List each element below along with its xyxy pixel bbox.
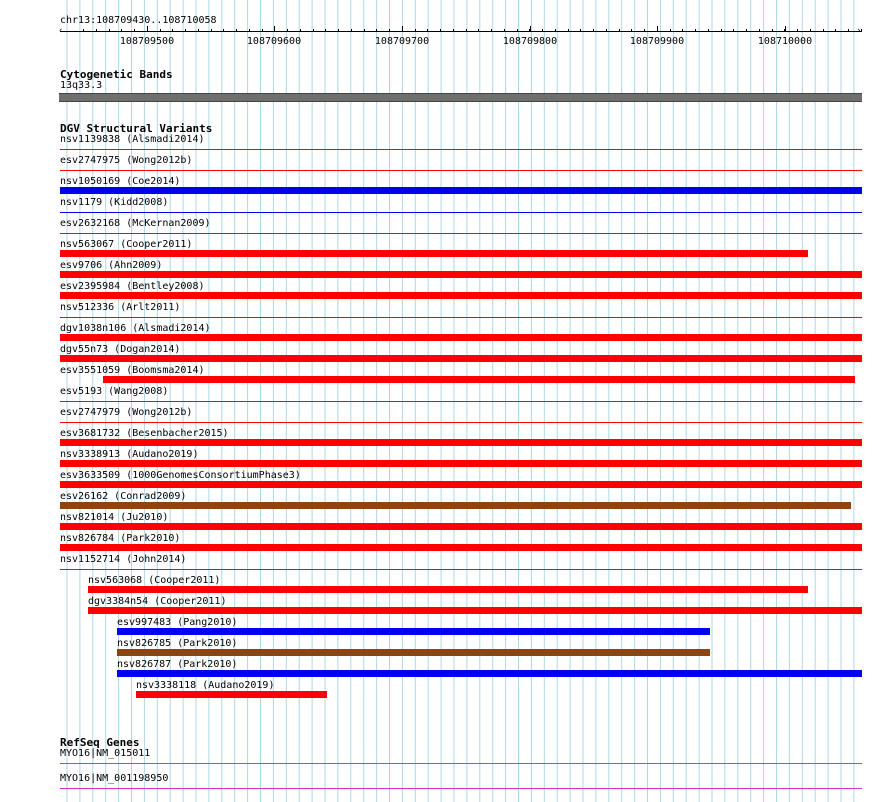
ruler-minor-tick (440, 29, 441, 32)
ruler-minor-tick (657, 29, 658, 32)
dgv-feature-bar[interactable] (60, 149, 862, 150)
refseq-intron-line[interactable] (60, 763, 862, 764)
dgv-feature-label: nsv512336 (Arlt2011) (60, 302, 181, 313)
ruler-minor-tick (172, 29, 173, 32)
ruler-minor-tick (109, 29, 110, 32)
ruler-minor-tick (478, 29, 479, 32)
ruler-minor-tick (121, 29, 122, 32)
ruler-minor-tick (721, 29, 722, 32)
ruler-line (60, 31, 862, 32)
dgv-feature-bar[interactable] (60, 502, 851, 509)
ruler-minor-tick (325, 29, 326, 32)
dgv-feature-bar[interactable] (117, 670, 862, 677)
dgv-feature-label: nsv1139838 (Alsmadi2014) (60, 134, 205, 145)
ruler-minor-tick (772, 29, 773, 32)
ruler-minor-tick (274, 29, 275, 32)
dgv-feature-bar[interactable] (60, 250, 808, 257)
ruler-tick-label: 108709900 (629, 36, 685, 47)
ruler-minor-tick (147, 29, 148, 32)
dgv-feature-bar[interactable] (88, 586, 808, 593)
dgv-feature-label: dgv1038n106 (Alsmadi2014) (60, 323, 211, 334)
ruler-minor-tick (402, 29, 403, 32)
dgv-feature-label: esv5193 (Wang2008) (60, 386, 169, 397)
ruler-minor-tick (364, 29, 365, 32)
dgv-feature-label: nsv1179 (Kidd2008) (60, 197, 169, 208)
dgv-feature-bar[interactable] (60, 170, 862, 171)
ruler-minor-tick (415, 29, 416, 32)
dgv-feature-bar[interactable] (60, 481, 862, 488)
dgv-feature-bar[interactable] (60, 334, 862, 341)
ruler-minor-tick (631, 29, 632, 32)
dgv-feature-label: dgv3384n54 (Cooper2011) (88, 596, 227, 607)
ruler-minor-tick (695, 29, 696, 32)
ruler-minor-tick (823, 29, 824, 32)
dgv-feature-bar[interactable] (117, 649, 710, 656)
ruler-minor-tick (784, 29, 785, 32)
ruler-minor-tick (453, 29, 454, 32)
location-label: chr13:108709430..108710058 (60, 15, 217, 26)
ruler-minor-tick (83, 29, 84, 32)
dgv-feature-bar[interactable] (60, 523, 862, 530)
dgv-feature-label: dgv55n73 (Dogan2014) (60, 344, 181, 355)
ruler-minor-tick (644, 29, 645, 32)
ruler-minor-tick (134, 29, 135, 32)
ruler-tick-label: 108710000 (757, 36, 813, 47)
ruler-minor-tick (249, 29, 250, 32)
ruler-minor-tick (300, 29, 301, 32)
ruler-minor-tick (338, 29, 339, 32)
dgv-feature-label: nsv826787 (Park2010) (117, 659, 238, 670)
ruler-minor-tick (529, 29, 530, 32)
ruler-minor-tick (466, 29, 467, 32)
ruler-minor-tick (491, 29, 492, 32)
ruler-minor-tick (810, 29, 811, 32)
ruler-minor-tick (580, 29, 581, 32)
dgv-feature-bar[interactable] (60, 569, 862, 570)
ruler-tick-label: 108709500 (119, 36, 175, 47)
ruler-minor-tick (733, 29, 734, 32)
ruler-minor-tick (835, 29, 836, 32)
dgv-feature-bar[interactable] (60, 271, 862, 278)
dgv-feature-label: esv2395984 (Bentley2008) (60, 281, 205, 292)
dgv-feature-bar[interactable] (60, 355, 862, 362)
dgv-feature-label: esv3681732 (Besenbacher2015) (60, 428, 229, 439)
dgv-feature-bar[interactable] (88, 607, 862, 614)
ruler-minor-tick (313, 29, 314, 32)
ruler-minor-tick (389, 29, 390, 32)
dgv-feature-label: esv26162 (Conrad2009) (60, 491, 187, 502)
ruler-minor-tick (759, 29, 760, 32)
ruler-minor-tick (185, 29, 186, 32)
dgv-feature-bar[interactable] (60, 233, 862, 234)
refseq-intron-line[interactable] (60, 788, 862, 789)
dgv-feature-bar[interactable] (60, 292, 862, 299)
dgv-feature-label: esv3551059 (Boomsma2014) (60, 365, 205, 376)
ruler-right-arrow-icon: › (856, 26, 862, 36)
refseq-transcript-label: MYO16|NM_001198950 (60, 773, 169, 784)
ruler-minor-tick (555, 29, 556, 32)
ruler-minor-tick (682, 29, 683, 32)
ruler-minor-tick (542, 29, 543, 32)
dgv-feature-label: nsv563067 (Cooper2011) (60, 239, 193, 250)
ruler-minor-tick (848, 29, 849, 32)
dgv-feature-label: esv2747975 (Wong2012b) (60, 155, 193, 166)
dgv-feature-label: nsv3338118 (Audano2019) (136, 680, 275, 691)
dgv-feature-label: nsv3338913 (Audano2019) (60, 449, 199, 460)
dgv-feature-bar[interactable] (60, 439, 862, 446)
cytoband-bar[interactable] (59, 93, 862, 102)
ruler-minor-tick (198, 29, 199, 32)
ruler-minor-tick (708, 29, 709, 32)
ruler-major-tick (785, 26, 786, 32)
dgv-feature-bar[interactable] (60, 212, 862, 213)
dgv-feature-bar[interactable] (117, 628, 710, 635)
ruler-minor-tick (211, 29, 212, 32)
ruler-minor-tick (861, 29, 862, 32)
ruler-minor-tick (619, 29, 620, 32)
dgv-feature-label: nsv1152714 (John2014) (60, 554, 187, 565)
cytoband-label: 13q33.3 (60, 80, 103, 91)
ruler-minor-tick (427, 29, 428, 32)
dgv-feature-label: esv9706 (Ahn2009) (60, 260, 163, 271)
ruler-minor-tick (606, 29, 607, 32)
refseq-track-title: RefSeq Genes (60, 736, 140, 749)
dgv-feature-label: esv2632168 (McKernan2009) (60, 218, 211, 229)
ruler-minor-tick (797, 29, 798, 32)
dgv-feature-bar[interactable] (60, 317, 862, 318)
dgv-feature-bar[interactable] (136, 691, 327, 698)
ruler-minor-tick (746, 29, 747, 32)
ruler-minor-tick (287, 29, 288, 32)
ruler-minor-tick (376, 29, 377, 32)
ruler-tick-label: 108709600 (246, 36, 302, 47)
ruler-minor-tick (236, 29, 237, 32)
ruler-minor-tick (351, 29, 352, 32)
ruler-minor-tick (568, 29, 569, 32)
ruler-tick-label: 108709800 (502, 36, 558, 47)
dgv-feature-label: nsv821014 (Ju2010) (60, 512, 169, 523)
dgv-track-title: DGV Structural Variants (60, 122, 213, 135)
dgv-feature-bar[interactable] (60, 401, 862, 402)
dgv-feature-label: esv3633509 (1000GenomesConsortiumPhase3) (60, 470, 301, 481)
dgv-feature-bar[interactable] (60, 187, 862, 194)
ruler-major-tick (530, 26, 531, 32)
dgv-feature-label: nsv826785 (Park2010) (117, 638, 238, 649)
dgv-feature-bar[interactable] (60, 460, 862, 467)
ruler-minor-tick (262, 29, 263, 32)
ruler-minor-tick (670, 29, 671, 32)
dgv-feature-bar[interactable] (103, 376, 855, 383)
dgv-feature-label: nsv826784 (Park2010) (60, 533, 181, 544)
ruler-left-arrow-icon: ‹ (58, 26, 64, 36)
dgv-feature-label: nsv563068 (Cooper2011) (88, 575, 221, 586)
dgv-feature-bar[interactable] (60, 422, 862, 423)
ruler-minor-tick (504, 29, 505, 32)
ruler-minor-tick (517, 29, 518, 32)
cytoband-track-title: Cytogenetic Bands (60, 68, 173, 81)
ruler-minor-tick (593, 29, 594, 32)
ruler-tick-label: 108709700 (374, 36, 430, 47)
refseq-transcript-label: MYO16|NM_015011 (60, 748, 151, 759)
dgv-feature-label: esv997483 (Pang2010) (117, 617, 238, 628)
dgv-feature-label: nsv1050169 (Coe2014) (60, 176, 181, 187)
ruler-minor-tick (223, 29, 224, 32)
ruler-minor-tick (96, 29, 97, 32)
ruler-minor-tick (160, 29, 161, 32)
dgv-feature-label: esv2747979 (Wong2012b) (60, 407, 193, 418)
dgv-feature-bar[interactable] (60, 544, 862, 551)
